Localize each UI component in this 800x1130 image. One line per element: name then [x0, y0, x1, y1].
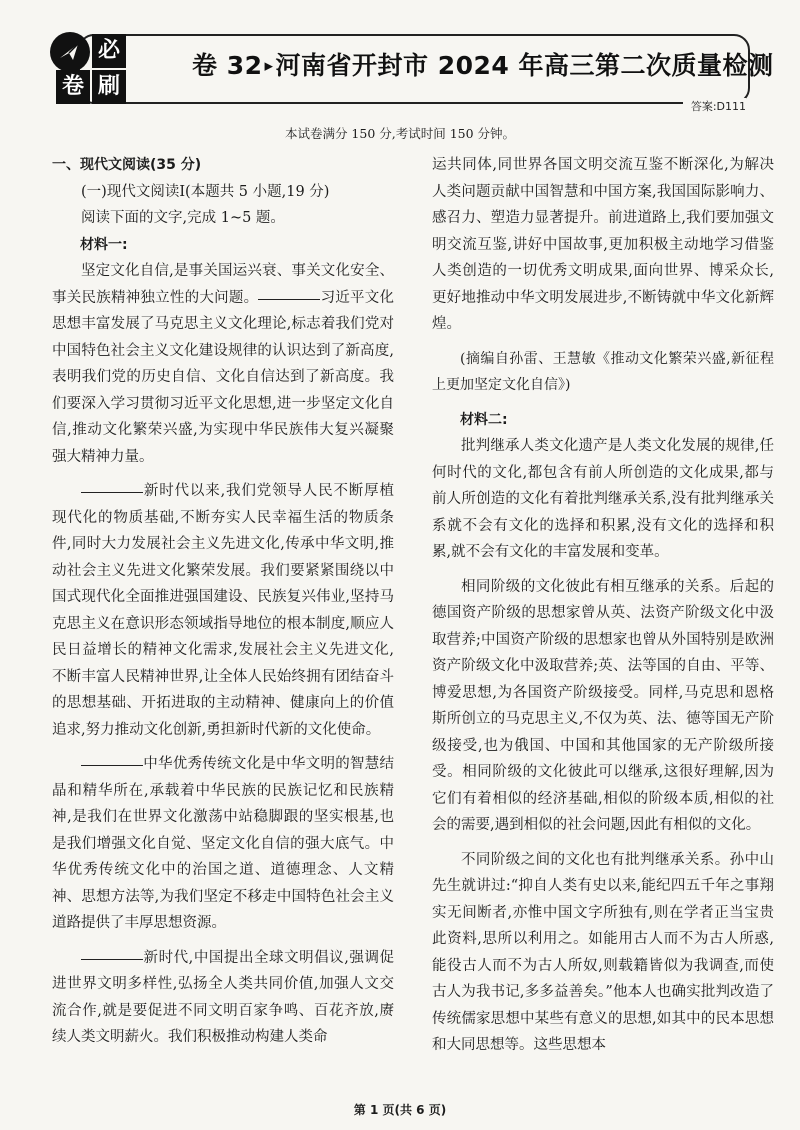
material-two-paragraph-2: 相同阶级的文化彼此有相互继承的关系。后起的德国资产阶级的思想家曾从英、法资产阶级文化中汲取营养;中国资产阶级的思想家也曾从外国特别是欧洲资产阶级文化中汲取营养;英、法等国的自由、平等、博爱思想,为各国资产阶级接受。同样,马克思和恩格斯所创立的马克思主义,不仅为英、法、德等国无产阶级接受,也为俄国、中国和其他国家的无产阶级所接受。相同阶级的文化彼此可以继承,这很好理解,因为它们有着相似的经济基础,相似的阶级本质,相似的社会的需要,遇到相似的社会问题,因此有相似的文化。	[432, 578, 774, 833]
source-citation: (摘编自孙雷、王慧敏《推动文化繁荣兴盛,新征程上更加坚定文化自信》)	[432, 350, 774, 393]
answer-reference: 答案:D111	[683, 98, 746, 114]
brand-logo	[48, 22, 128, 106]
material-one-paragraph-4	[52, 945, 394, 1051]
material-one-paragraph-3	[52, 751, 394, 937]
material-two-paragraph-3: 不同阶级之间的文化也有批判继承关系。孙中山先生就讲过:“抑自人类有史以来,能纪四五千年之事翔实无间断者,亦惟中国文字所独有,则在学者正当宝贵此资料,思所以利用之。如能用古人而不为古人所惑,能役古人而不为古人所奴,则载籍皆似为我调查,而使古人为我书记,多多益善矣。”他本人也确实批判改造了传统儒家思想中某些有意义的思想,如其中的民本思想和大同思想等。这些思想本	[432, 851, 774, 1053]
exam-title	[192, 46, 774, 82]
paragraph-2-text: 新时代以来,我们党领导人民不断厚植现代化的物质基础,不断夯实人民幸福生活的物质条件,同时大力发展社会主义先进文化,传承中华文明,推动社会主义先进文化繁荣发展。我们要紧紧围绕以中国式现代化全面推进强国建设、民族复兴伟业,坚持马克思主义在意识形态领域指导地位的根本制度,顺应人民日益增长的精神文化需求,发展社会主义先进文化,不断丰富人民精神世界,让全体人民始终拥有团结奋斗的思想基础、开拓进取的主动精神、健康向上的价值追求,努力推动文化创新,勇担新时代新的文化使命。	[52, 483, 394, 738]
paragraph-1-text-end: 习近平文化思想丰富发展了马克思主义文化理论,标志着我们党对中国特色社会主义文化建设规律的认识达到了新高度,表明我们党的历史自信、文化自信达到了新高度。我们要深入学习贯彻习近平文化思想,进一步坚定文化自信,推动文化繁荣兴盛,为实现中华民族伟大复兴凝聚强大精神力量。	[52, 289, 395, 465]
logo-char-juan: 卷	[56, 70, 90, 104]
right-column	[432, 152, 774, 1059]
fill-blank	[81, 959, 143, 960]
page-number: 第 1 页(共 6 页)	[353, 1103, 447, 1117]
volume-number: 卷 32	[192, 51, 263, 80]
logo-arrow-icon	[50, 32, 90, 72]
exam-name: 河南省开封市 2024 年高三第二次质量检测	[275, 51, 774, 80]
fill-blank	[81, 765, 143, 766]
material-one-label: 材料一:	[80, 236, 128, 253]
instruction: 阅读下面的文字,完成 1~5 题。	[81, 210, 285, 226]
paragraph-1-text-start: 坚定文化自信,是事关国运兴衰、事关文化安全、事关民族精神独立性的大问题。	[52, 263, 394, 306]
fill-blank	[81, 492, 143, 493]
exam-info: 本试卷满分 150 分,考试时间 150 分钟。	[284, 126, 516, 141]
material-two-paragraph-1: 批判继承人类文化遗产是人类文化发展的规律,任何时代的文化,都包含有前人所创造的文化成果,都与前人所创造的文化有着批判继承关系,没有批判继承关系就不会有文化的选择和积累,没有文化的选择和积累,就不会有文化的丰富发展和变革。	[432, 438, 774, 560]
paragraph-3-text: 中华优秀传统文化是中华文明的智慧结晶和精华所在,承载着中华民族的民族记忆和民族精神,是我们在世界文化激荡中站稳脚跟的坚实根基,也是我们增强文化自觉、坚定文化自信的强大底气。中华优秀传统文化中的治国之道、道德理念、人文精神、思想方法等,为我们坚定不移走中国特色社会主义道路提供了丰厚思想资源。	[52, 756, 394, 931]
page-header	[48, 22, 774, 113]
material-two-label: 材料二:	[460, 411, 508, 428]
logo-char-shua: 刷	[92, 70, 126, 104]
material-one-paragraph-2	[52, 478, 394, 743]
logo-char-bi: 必	[92, 34, 126, 68]
paragraph-4-text: 新时代,中国提出全球文明倡议,强调促进世界文明多样性,弘扬全人类共同价值,加强人文交流合作,就是要促进不同文明百家争鸣、百花齐放,赓续人类文明薪火。我们积极推动构建人类命	[52, 949, 394, 1045]
fill-blank	[258, 299, 320, 300]
section-heading: 一、现代文阅读(35 分)	[52, 157, 202, 173]
title-arrow-icon: ▸	[264, 56, 274, 76]
material-one-continuation: 运共同体,同世界各国文明交流互鉴不断深化,为解决人类问题贡献中国智慧和中国方案,我国国际影响力、感召力、塑造力显著提升。前进道路上,我们要加强文明交流互鉴,讲好中国故事,更加积极主动地学习借鉴人类创造的一切优秀文明成果,面向世界、博采众长,更好地推动中华文明发展进步,不断铸就中华文化新辉煌。	[432, 157, 774, 332]
subsection-heading: (一)现代文阅读Ⅰ(本题共 5 小题,19 分)	[81, 183, 330, 200]
left-column	[52, 152, 394, 1051]
material-one-paragraph-1	[52, 258, 394, 470]
